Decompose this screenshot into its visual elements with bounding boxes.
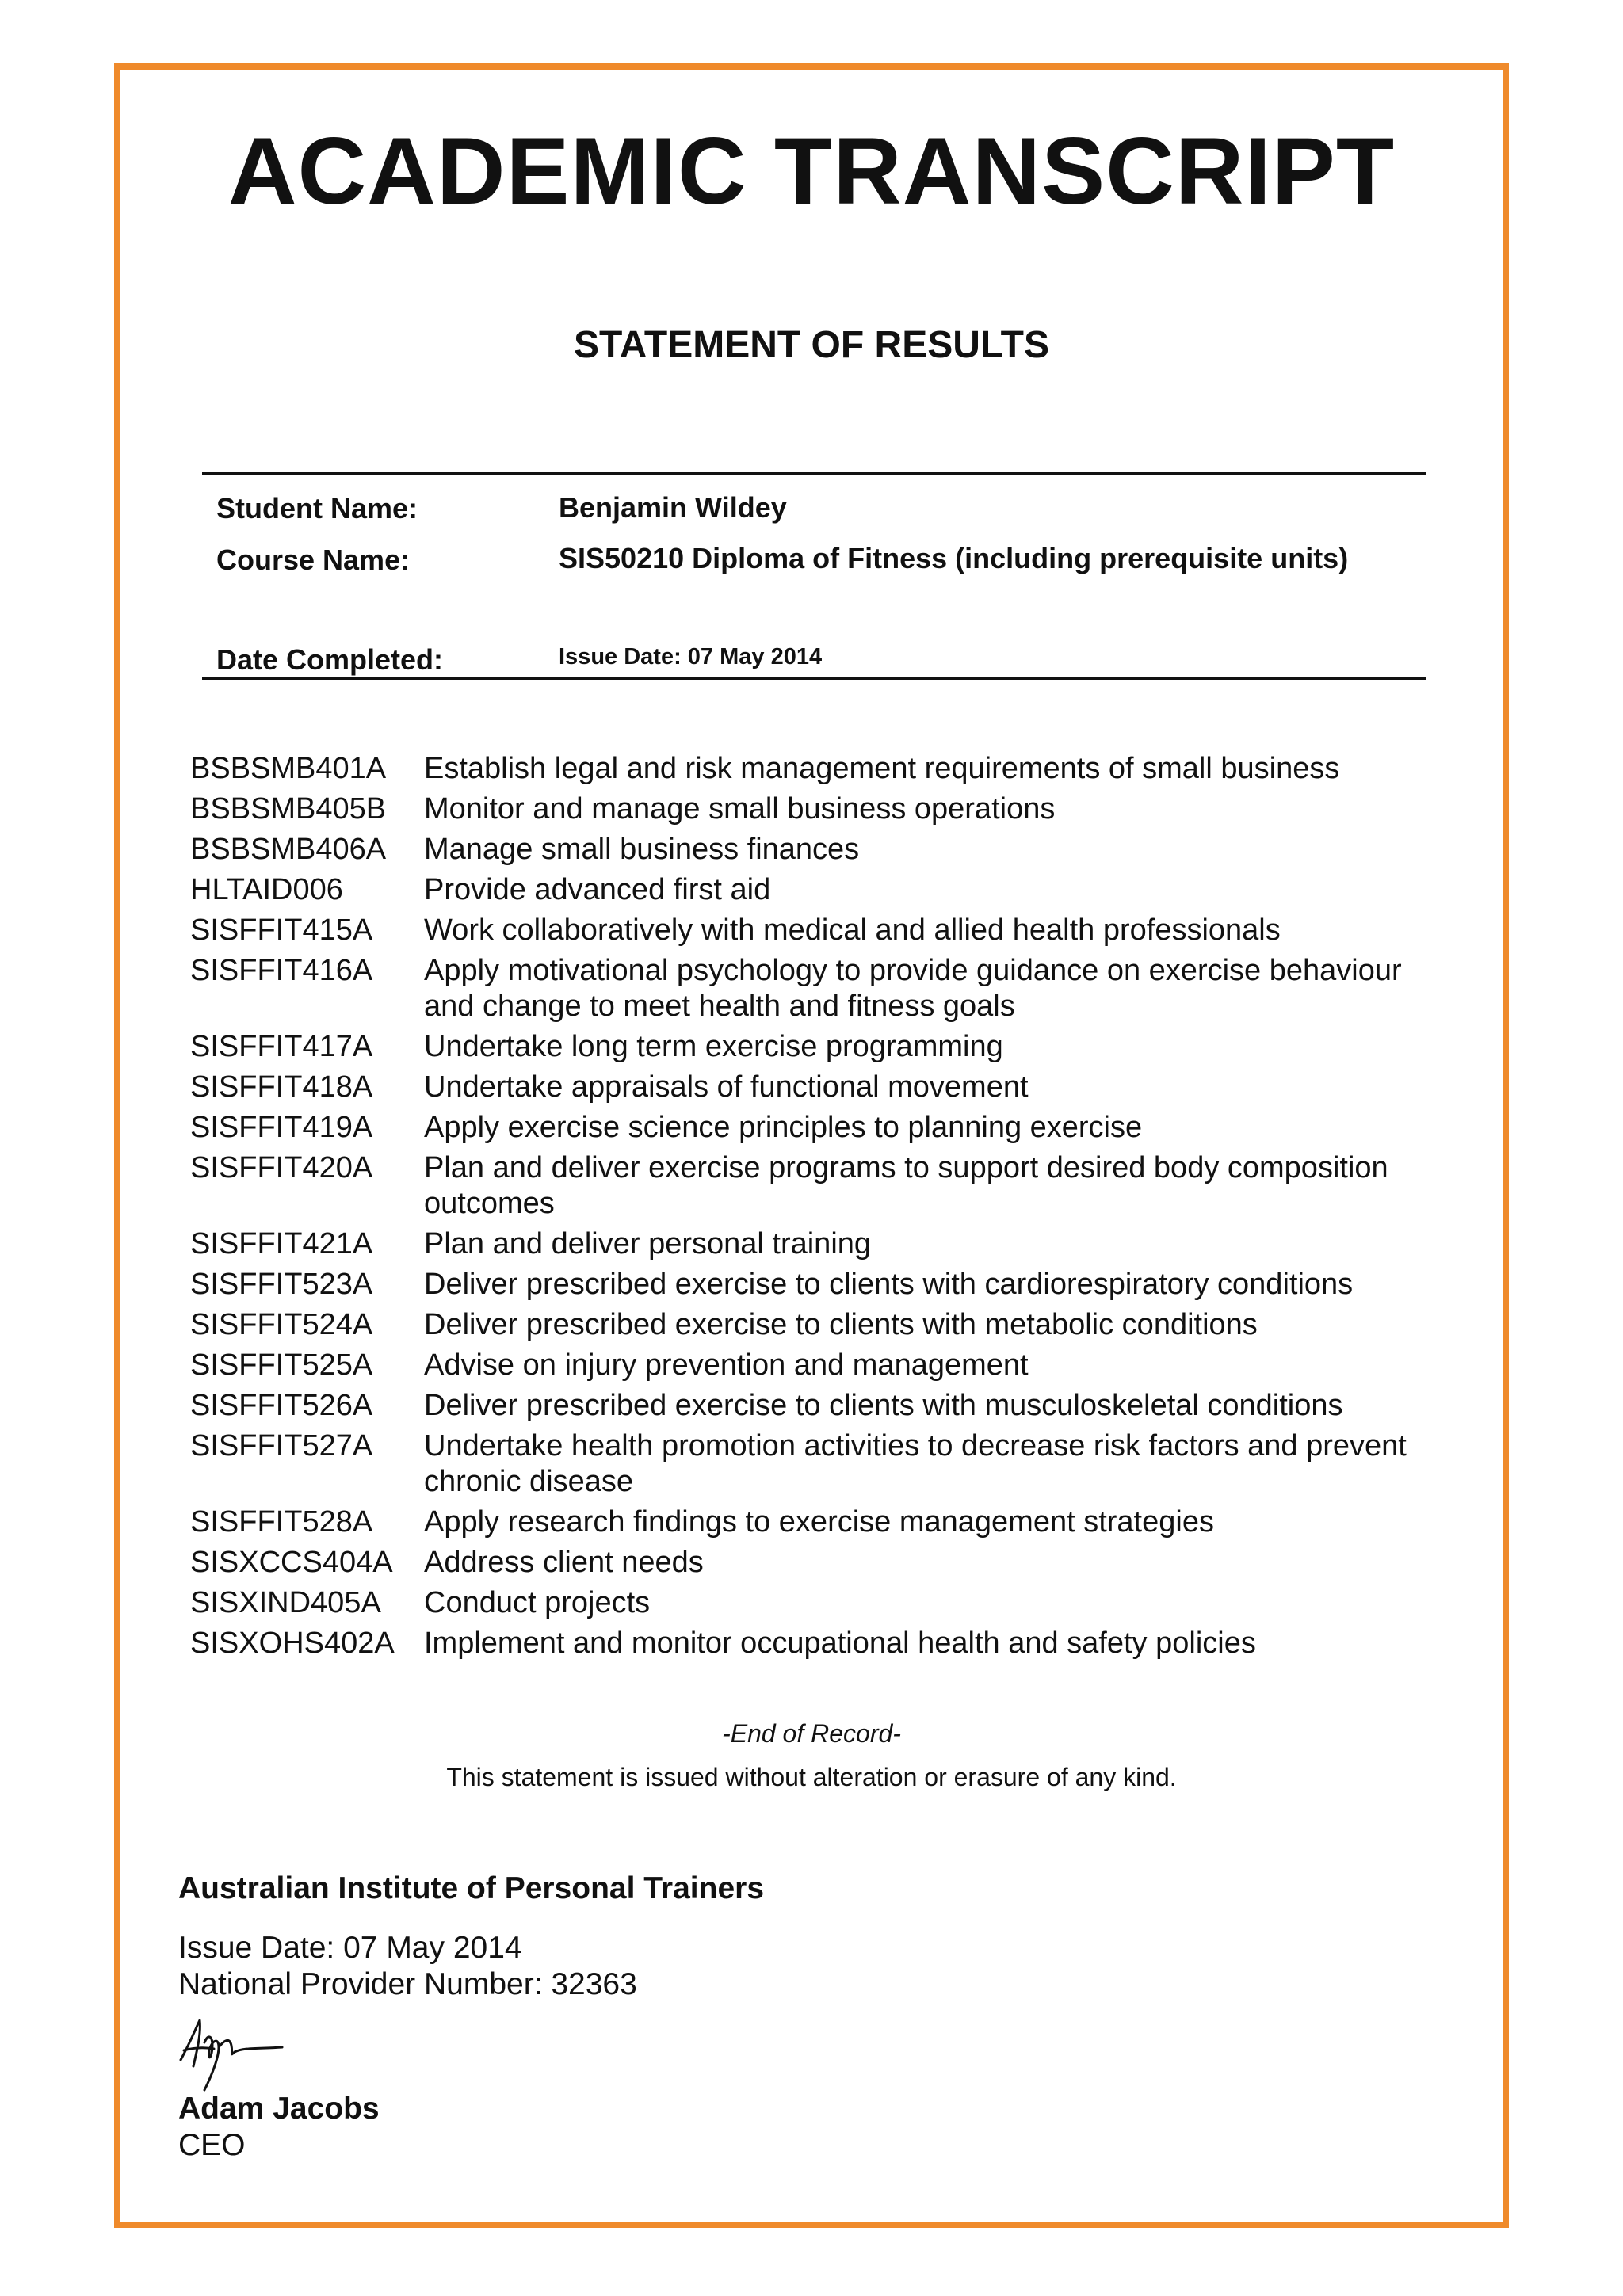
unit-row: [190, 1070, 1442, 1105]
unit-title: Deliver prescribed exercise to clients with musculoskeletal conditions: [424, 1389, 1343, 1422]
student-name-label: Student Name:: [216, 492, 418, 524]
unit-title: Apply motivational psychology to provide guidance on exercise behaviour and change to meet health and fitness goals: [424, 954, 1402, 1023]
alteration-statement: This statement is issued without alteration or erasure of any kind.: [446, 1763, 1177, 1791]
unit-row: [190, 1626, 1442, 1661]
unit-title: Deliver prescribed exercise to clients with cardiorespiratory conditions: [424, 1268, 1354, 1301]
unit-code: SISFFIT523A: [190, 1268, 373, 1301]
unit-row: [190, 1150, 1442, 1222]
unit-row: [190, 1428, 1442, 1500]
unit-code: BSBSMB401A: [190, 752, 387, 785]
provider-number: National Provider Number: 32363: [178, 1967, 637, 2001]
unit-row: [190, 1110, 1442, 1146]
unit-row: [190, 1226, 1442, 1262]
unit-code: SISFFIT524A: [190, 1308, 373, 1341]
student-info-box: [202, 472, 1426, 680]
unit-row: [190, 1348, 1442, 1383]
unit-row: [190, 1545, 1442, 1581]
unit-code: SISXOHS402A: [190, 1627, 395, 1660]
date-completed-value: Issue Date: 07 May 2014: [559, 644, 823, 669]
unit-row: [190, 832, 1442, 868]
unit-row: [190, 953, 1442, 1024]
date-completed-label: Date Completed:: [216, 643, 444, 676]
unit-title: Monitor and manage small business operations: [424, 792, 1056, 826]
unit-code: BSBSMB406A: [190, 833, 387, 866]
unit-code: HLTAID006: [190, 873, 343, 906]
unit-code: SISFFIT528A: [190, 1505, 373, 1539]
unit-title: Deliver prescribed exercise to clients with metabolic conditions: [424, 1308, 1258, 1341]
end-of-record: -End of Record-: [722, 1719, 901, 1748]
signature-image: [173, 2011, 292, 2098]
unit-code: SISFFIT525A: [190, 1348, 373, 1382]
unit-row: [190, 791, 1442, 827]
units-list: [190, 751, 1442, 1666]
unit-title: Implement and monitor occupational health and safety policies: [424, 1627, 1256, 1660]
unit-code: SISFFIT420A: [190, 1151, 373, 1184]
unit-title: Undertake health promotion activities to decrease risk factors and prevent chronic disease: [424, 1429, 1407, 1498]
course-name-label: Course Name:: [216, 543, 411, 576]
unit-code: SISFFIT417A: [190, 1030, 373, 1063]
signer-role: CEO: [178, 2128, 246, 2162]
unit-row: [190, 751, 1442, 787]
unit-title: Undertake appraisals of functional movement: [424, 1070, 1029, 1104]
unit-title: Conduct projects: [424, 1586, 651, 1619]
unit-code: SISFFIT415A: [190, 913, 373, 947]
unit-title: Apply exercise science principles to planning exercise: [424, 1111, 1143, 1144]
unit-code: BSBSMB405B: [190, 792, 387, 826]
unit-code: SISFFIT421A: [190, 1227, 373, 1261]
unit-code: SISFFIT416A: [190, 954, 373, 987]
unit-title: Plan and deliver exercise programs to support desired body composition outcomes: [424, 1151, 1388, 1220]
unit-row: [190, 872, 1442, 908]
unit-row: [190, 1388, 1442, 1424]
unit-row: [190, 913, 1442, 948]
unit-row: [190, 1585, 1442, 1621]
unit-title: Work collaboratively with medical and allied health professionals: [424, 913, 1281, 947]
document-subtitle: STATEMENT OF RESULTS: [574, 324, 1049, 366]
unit-row: [190, 1505, 1442, 1540]
document-title: ACADEMIC TRANSCRIPT: [227, 118, 1396, 224]
organization-name: Australian Institute of Personal Trainers: [178, 1871, 765, 1905]
unit-title: Address client needs: [424, 1546, 704, 1579]
unit-code: SISFFIT527A: [190, 1429, 373, 1463]
unit-title: Establish legal and risk management requirements of small business: [424, 752, 1340, 785]
unit-row: [190, 1267, 1442, 1302]
unit-title: Undertake long term exercise programming: [424, 1030, 1003, 1063]
issue-date: Issue Date: 07 May 2014: [178, 1931, 522, 1965]
unit-title: Apply research findings to exercise management strategies: [424, 1505, 1214, 1539]
signer-name: Adam Jacobs: [178, 2092, 380, 2126]
issue-block: [178, 1930, 637, 2003]
unit-title: Manage small business finances: [424, 833, 860, 866]
unit-title: Advise on injury prevention and management: [424, 1348, 1029, 1382]
unit-title: Plan and deliver personal training: [424, 1227, 872, 1261]
unit-title: Provide advanced first aid: [424, 873, 771, 906]
unit-code: SISFFIT418A: [190, 1070, 373, 1104]
student-name: Benjamin Wildey: [559, 491, 787, 524]
course-name: SIS50210 Diploma of Fitness (including prerequisite units): [559, 542, 1349, 574]
unit-row: [190, 1029, 1442, 1065]
unit-code: SISXCCS404A: [190, 1546, 393, 1579]
unit-code: SISXIND405A: [190, 1586, 381, 1619]
unit-code: SISFFIT526A: [190, 1389, 373, 1422]
unit-row: [190, 1307, 1442, 1343]
unit-code: SISFFIT419A: [190, 1111, 373, 1144]
